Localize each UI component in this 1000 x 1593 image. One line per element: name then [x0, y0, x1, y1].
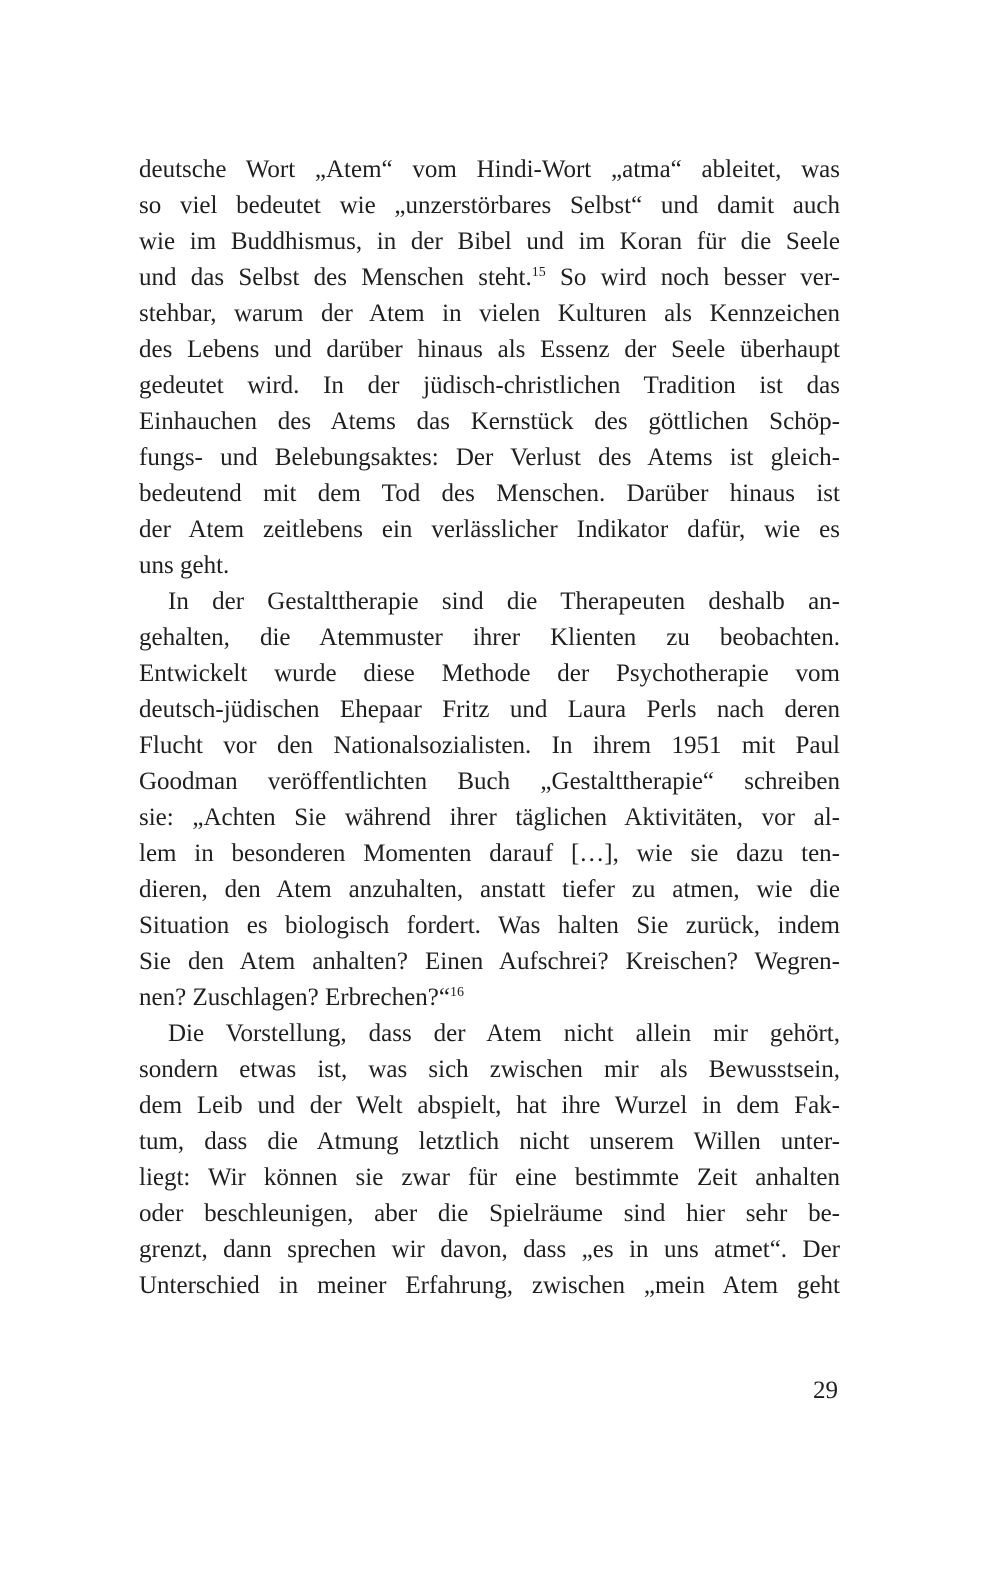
text-line: sie: „Achten Sie während ihrer täglichen Aktivitäten, vor al-	[139, 804, 840, 831]
text-line: dem Leib und der Welt abspielt, hat ihre Wurzel in dem Fak-	[139, 1092, 840, 1119]
text-line: fungs- und Belebungsaktes: Der Verlust des Atems ist gleich-	[139, 444, 840, 471]
text-line: bedeutend mit dem Tod des Menschen. Darüber hinaus ist	[139, 480, 840, 507]
footnote-marker: 16	[449, 985, 464, 1000]
page-number: 29	[813, 1377, 838, 1404]
text-line: Entwickelt wurde diese Methode der Psychotherapie vom	[139, 660, 840, 687]
text-line: Flucht vor den Nationalsozialisten. In ihrem 1951 mit Paul	[139, 732, 840, 759]
text-line: der Atem zeitlebens ein verlässlicher Indikator dafür, wie es	[139, 516, 840, 543]
paragraph-3	[139, 1016, 840, 1304]
body-text	[139, 152, 840, 1304]
text-line: liegt: Wir können sie zwar für eine bestimmte Zeit anhalten	[139, 1164, 840, 1191]
text-line: In der Gestalttherapie sind die Therapeuten deshalb an-	[168, 588, 840, 615]
text-line: Situation es biologisch fordert. Was halten Sie zurück, indem	[139, 912, 840, 939]
text-line: lem in besonderen Momenten darauf […], wie sie dazu ten-	[139, 840, 840, 867]
text-line: oder beschleunigen, aber die Spielräume sind hier sehr be-	[139, 1200, 840, 1227]
text-line: Unterschied in meiner Erfahrung, zwischen „mein Atem geht	[139, 1272, 840, 1299]
text-line: gedeutet wird. In der jüdisch-christlichen Tradition ist das	[139, 372, 840, 399]
text-line: grenzt, dann sprechen wir davon, dass „es in uns atmet“. Der	[139, 1236, 840, 1263]
text-line: Die Vorstellung, dass der Atem nicht allein mir gehört,	[168, 1020, 840, 1047]
text-line	[139, 980, 840, 1016]
text-line: gehalten, die Atemmuster ihrer Klienten zu beobachten.	[139, 624, 840, 651]
text-line: des Lebens und darüber hinaus als Essenz der Seele überhaupt	[139, 336, 840, 363]
line-segment: und das Selbst des Menschen steht.	[139, 264, 532, 291]
text-line: so viel bedeutet wie „unzerstörbares Selbst“ und damit auch	[139, 192, 840, 219]
text-line: tum, dass die Atmung letztlich nicht unserem Willen unter-	[139, 1128, 840, 1155]
text-line: wie im Buddhismus, in der Bibel und im Koran für die Seele	[139, 228, 840, 255]
text-line: dieren, den Atem anzuhalten, anstatt tiefer zu atmen, wie die	[139, 876, 840, 903]
text-line: Goodman veröffentlichten Buch „Gestalttherapie“ schreiben	[139, 768, 840, 795]
line-segment: nen? Zuschlagen? Erbrechen?“	[139, 984, 450, 1011]
text-line: uns geht.	[139, 552, 230, 579]
paragraph-1	[139, 152, 840, 584]
text-line	[139, 260, 840, 296]
text-line: Sie den Atem anhalten? Einen Aufschrei? Kreischen? Wegren-	[139, 948, 840, 975]
text-line: deutsche Wort „Atem“ vom Hindi-Wort „atma“ ableitet, was	[139, 156, 840, 183]
text-line: sondern etwas ist, was sich zwischen mir als Bewusstsein,	[139, 1056, 840, 1083]
text-line: stehbar, warum der Atem in vielen Kulturen als Kennzeichen	[139, 300, 840, 327]
paragraph-2	[139, 584, 840, 1016]
footnote-marker: 15	[531, 265, 546, 280]
line-segment: So wird noch besser ver-	[545, 264, 840, 291]
text-line: deutsch-jüdischen Ehepaar Fritz und Laura Perls nach deren	[139, 696, 840, 723]
text-line: Einhauchen des Atems das Kernstück des göttlichen Schöp-	[139, 408, 840, 435]
